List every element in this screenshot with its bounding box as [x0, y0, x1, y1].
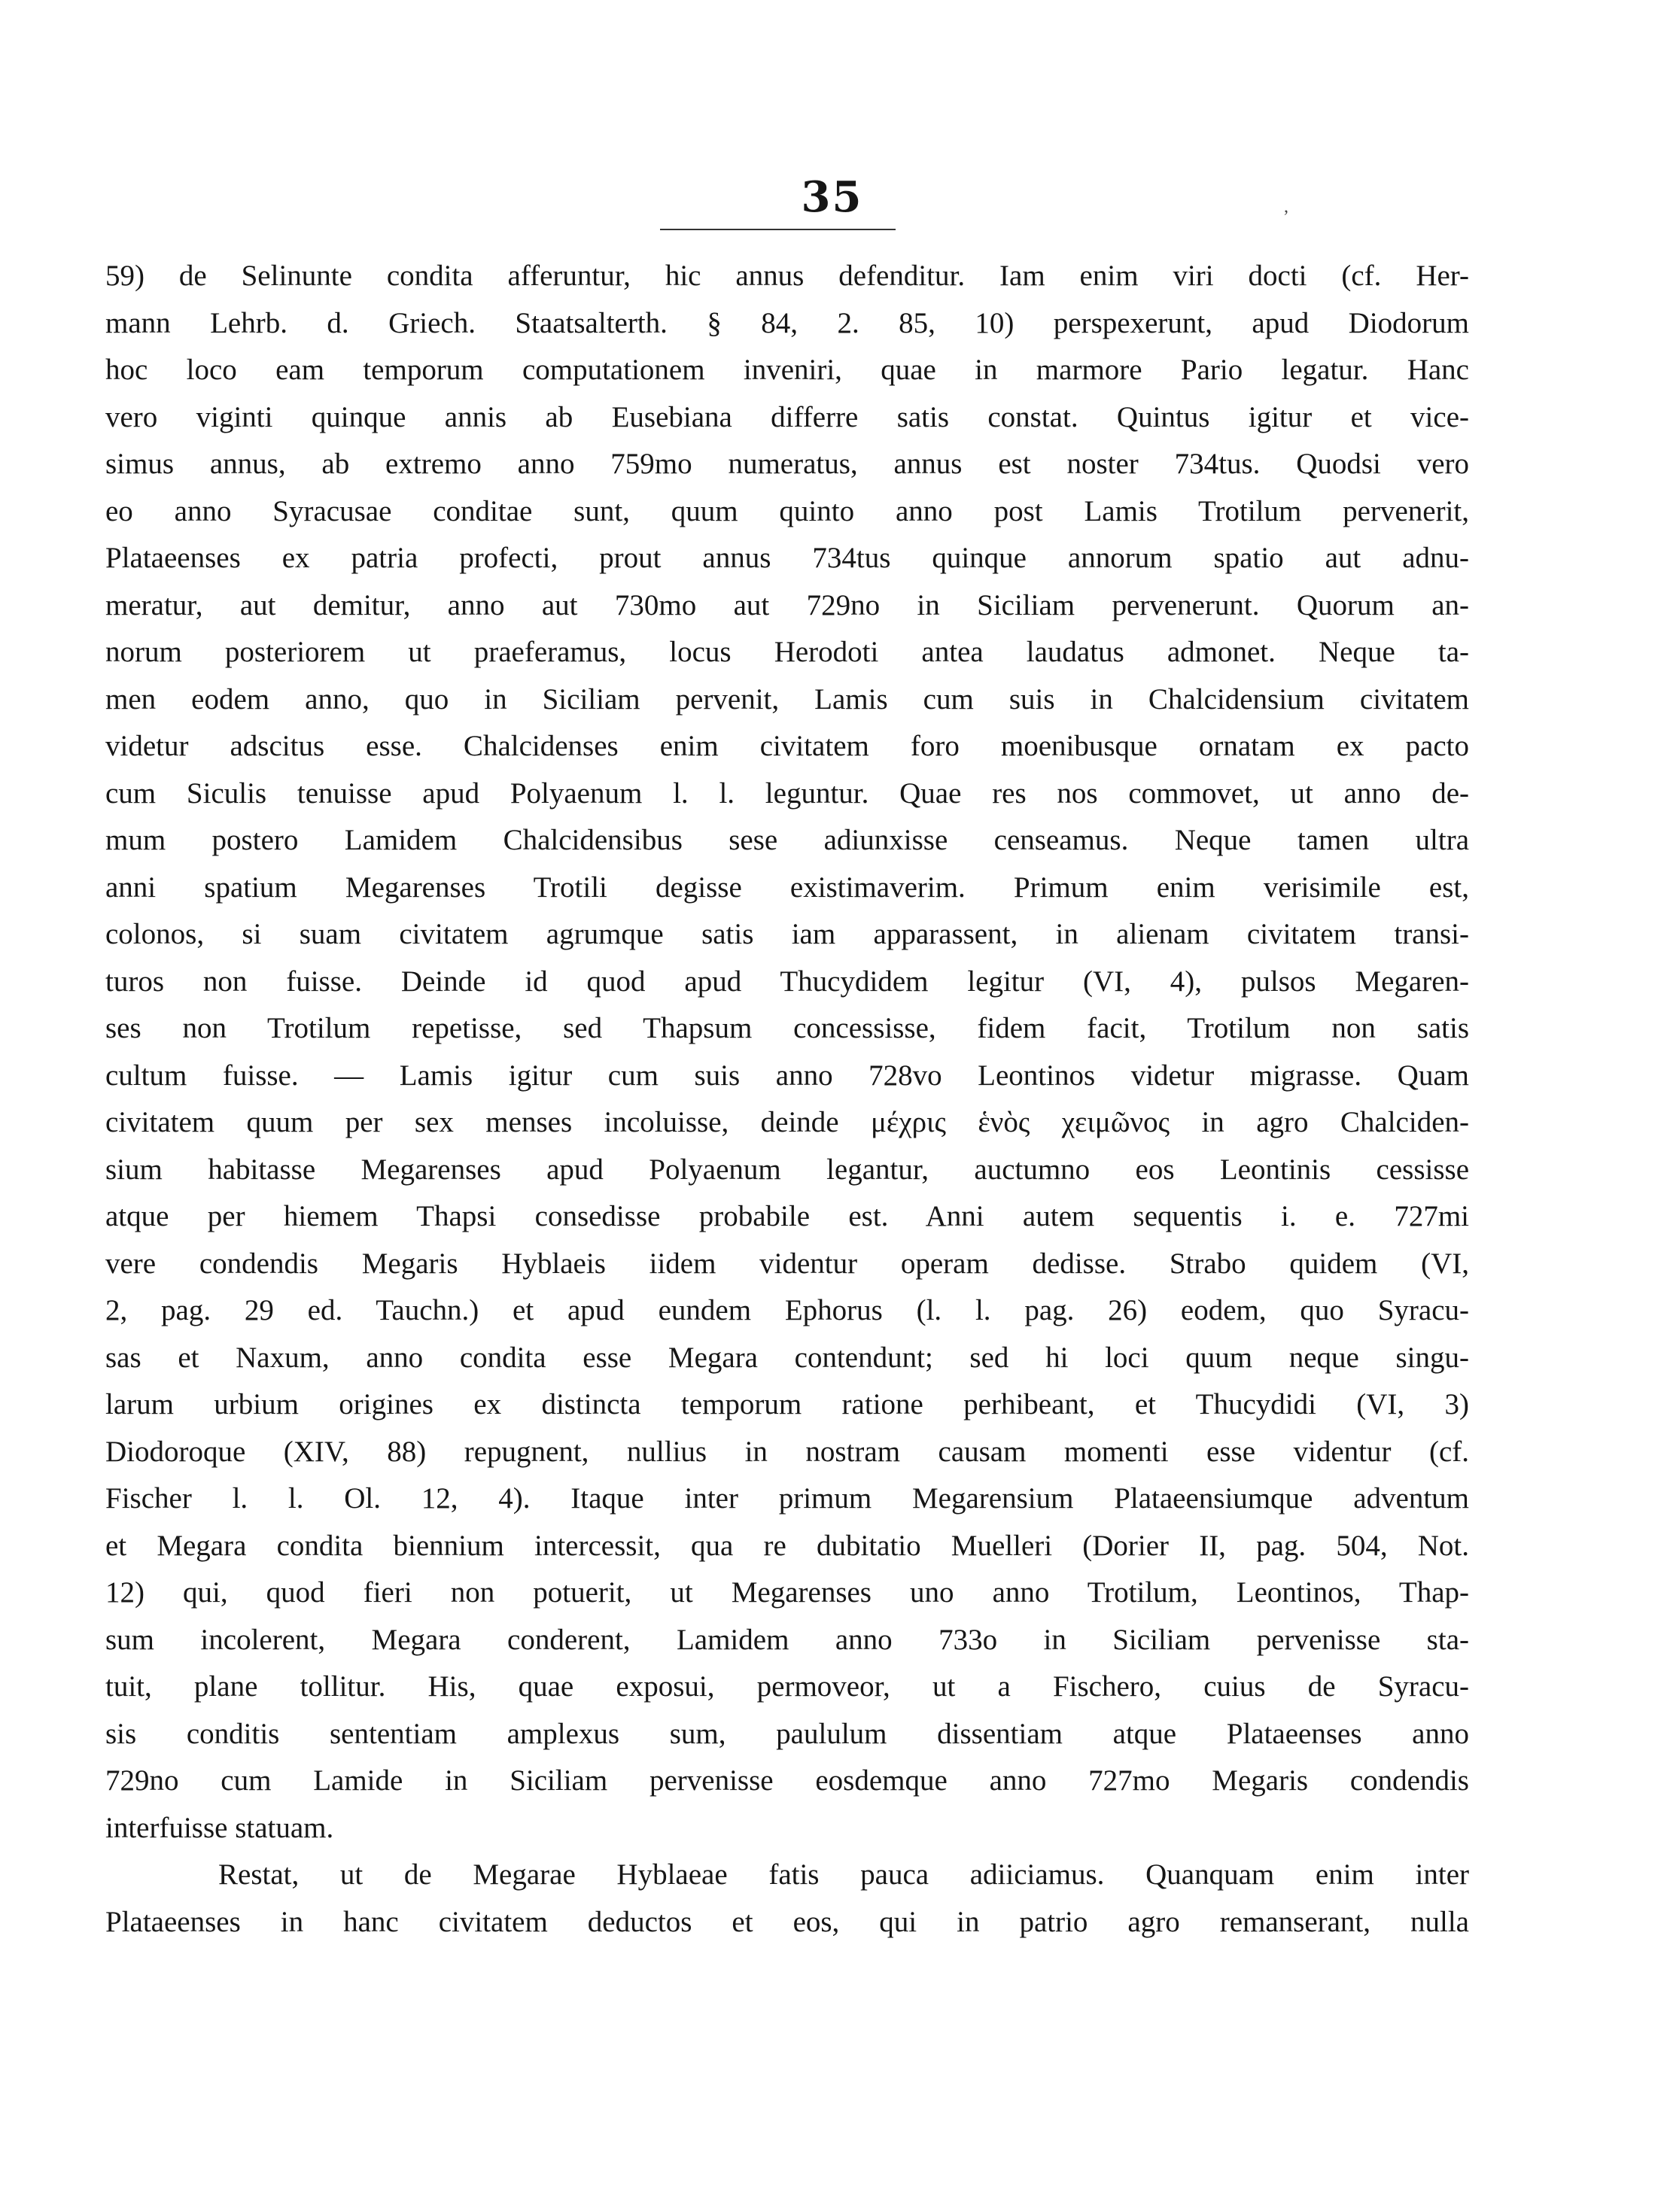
body-text [105, 253, 1469, 1946]
text-line-2: mann Lehrb. d. Griech. Staatsalterth. § 84, 2. 85, 10) perspexerunt, apud Diodorum [105, 306, 1469, 339]
text-line-32: sis conditis sententiam amplexus sum, paululum dissentiam atque Plataeenses anno [105, 1717, 1469, 1750]
text-line-19: civitatem quum per sex menses incoluisse, deinde μέχρις ἑνὸς χειμῶνος in agro Chalciden- [105, 1106, 1469, 1138]
text-line-15: colonos, si suam civitatem agrumque satis iam apparassent, in alienam civitatem transi- [105, 918, 1469, 950]
text-line-17: ses non Trotilum repetisse, sed Thapsum concessisse, fidem facit, Trotilum non satis [105, 1012, 1469, 1044]
text-line-29: 12) qui, quod fieri non potuerit, ut Megarenses uno anno Trotilum, Leontinos, Thap- [105, 1576, 1469, 1609]
text-line-12: cum Siculis tenuisse apud Polyaenum l. l. leguntur. Quae res nos commovet, ut anno de- [105, 776, 1469, 810]
text-line-34: interfuisse statuam. [105, 1811, 334, 1844]
text-line-4: vero viginti quinque annis ab Eusebiana differre satis constat. Quintus igitur et vice- [105, 400, 1469, 433]
text-line-23: 2, pag. 29 ed. Tauchn.) et apud eundem Ephorus (l. l. pag. 26) eodem, quo Syracu- [105, 1294, 1469, 1326]
text-line-6: eo anno Syracusae conditae sunt, quum quinto anno post Lamis Trotilum pervenerit, [105, 494, 1469, 527]
text-line-22: vere condendis Megaris Hyblaeis iidem videntur operam dedisse. Strabo quidem (VI, [105, 1247, 1469, 1280]
text-line-7: Plataeenses ex patria profecti, prout annus 734tus quinque annorum spatio aut adnu- [105, 542, 1469, 574]
text-line-26: Diodoroque (XIV, 88) repugnent, nullius in nostram causam momenti esse videntur (cf. [105, 1435, 1469, 1468]
text-line-1: 59) de Selinunte condita afferuntur, hic annus defenditur. Iam enim viri docti (cf. Her- [105, 260, 1469, 292]
text-line-11: videtur adscitus esse. Chalcidenses enim civitatem foro moenibusque ornatam ex pacto [105, 730, 1469, 762]
text-line-27: Fischer l. l. Ol. 12, 4). Itaque inter primum Megarensium Plataeensiumque adventum [105, 1482, 1469, 1515]
text-line-25: larum urbium origines ex distincta temporum ratione perhibeant, et Thucydidi (VI, 3) [105, 1388, 1469, 1420]
text-line-13: mum postero Lamidem Chalcidensibus sese adiunxisse censeamus. Neque tamen ultra [105, 824, 1469, 856]
text-line-28: et Megara condita biennium intercessit, qua re dubitatio Muelleri (Dorier II, pag. 504, Not. [105, 1529, 1469, 1562]
text-line-8: meratur, aut demitur, anno aut 730mo aut 729no in Siciliam pervenerunt. Quorum an- [105, 588, 1469, 621]
text-line-3: hoc loco eam temporum computationem inveniri, quae in marmore Pario legatur. Hanc [105, 354, 1469, 386]
text-line-16: turos non fuisse. Deinde id quod apud Thucydidem legitur (VI, 4), pulsos Megaren- [105, 965, 1469, 998]
text-line-9: norum posteriorem ut praeferamus, locus Herodoti antea laudatus admonet. Neque ta- [105, 636, 1469, 668]
text-line-5: simus annus, ab extremo anno 759mo numeratus, annus est noster 734tus. Quodsi vero [105, 448, 1469, 480]
text-line-10: men eodem anno, quo in Siciliam pervenit, Lamis cum suis in Chalcidensium civitatem [105, 682, 1469, 716]
text-line-24: sas et Naxum, anno condita esse Megara contendunt; sed hi loci quum neque singu- [105, 1341, 1469, 1374]
page-number: 35 [801, 172, 863, 222]
text-line-33: 729no cum Lamide in Siciliam pervenisse eosdemque anno 727mo Megaris condendis [105, 1764, 1469, 1797]
ink-speck-mark: , [1284, 197, 1288, 217]
text-line-31: tuit, plane tollitur. His, quae exposui, permoveor, ut a Fischero, cuius de Syracu- [105, 1670, 1469, 1703]
text-line-14: anni spatium Megarenses Trotili degisse existimaverim. Primum enim verisimile est, [105, 871, 1469, 904]
header-rule [660, 229, 896, 230]
text-line-20: sium habitasse Megarenses apud Polyaenum legantur, auctumno eos Leontinis cessisse [105, 1153, 1469, 1186]
text-line-18: cultum fuisse. — Lamis igitur cum suis anno 728vo Leontinos videtur migrasse. Quam [105, 1059, 1469, 1092]
text-line-36: Plataeenses in hanc civitatem deductos et eos, qui in patrio agro remanserant, nulla [105, 1905, 1469, 1938]
text-line-21: atque per hiemem Thapsi consedisse probabile est. Anni autem sequentis i. e. 727mi [105, 1200, 1469, 1232]
text-line-30: sum incolerent, Megara conderent, Lamidem anno 733o in Siciliam pervenisse sta- [105, 1623, 1469, 1656]
text-line-35: Restat, ut de Megarae Hyblaeae fatis pauca adiiciamus. Quanquam enim inter [218, 1858, 1469, 1891]
